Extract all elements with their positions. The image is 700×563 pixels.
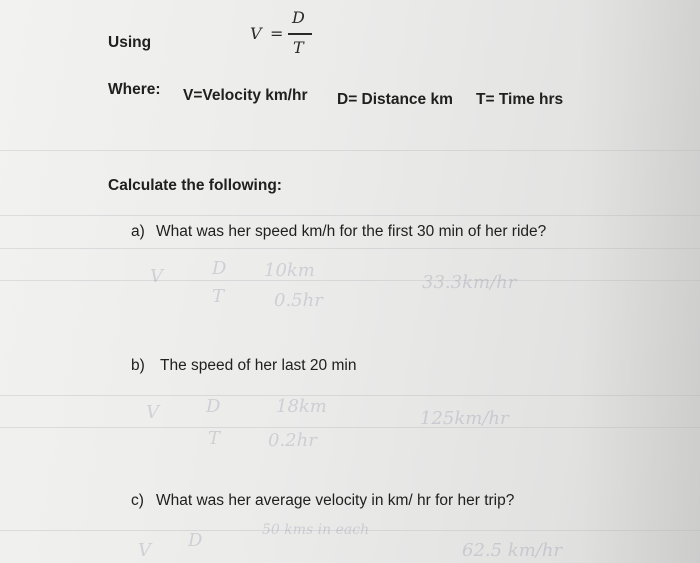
show-through-text: 0.5hr <box>274 290 323 311</box>
question-text: What was her average velocity in km/ hr for her trip? <box>156 492 515 509</box>
instruction-heading: Calculate the following: <box>108 177 282 194</box>
show-through-text: V <box>138 540 151 561</box>
show-through-text: 125km/hr <box>420 408 509 429</box>
question-label: a) <box>131 223 145 240</box>
page-rule <box>0 150 700 151</box>
page-rule <box>0 280 700 281</box>
velocity-formula <box>250 8 320 63</box>
show-through-text: V <box>150 266 163 287</box>
question-label: b) <box>131 357 145 374</box>
page-rule <box>0 395 700 396</box>
show-through-text: 18km <box>276 396 327 417</box>
fraction-bar <box>288 33 312 35</box>
show-through-text: 33.3km/hr <box>422 272 517 293</box>
show-through-text: 62.5 km/hr <box>462 540 563 561</box>
show-through-text: D <box>212 258 227 279</box>
show-through-text: 50 kms in each <box>262 522 370 538</box>
page-rule <box>0 215 700 216</box>
question-label: c) <box>131 492 144 509</box>
show-through-text: D <box>206 396 221 417</box>
show-through-text: 0.2hr <box>268 430 317 451</box>
show-through-text: 10km <box>264 260 315 281</box>
definitions-label: Where: <box>108 81 161 98</box>
show-through-text: T <box>208 428 221 449</box>
question-text: What was her speed km/h for the first 30 min of her ride? <box>156 223 547 240</box>
distance-definition: D= Distance km <box>337 91 453 108</box>
show-through-text: V <box>146 402 159 423</box>
formula-equals: = <box>270 24 284 43</box>
formula-denominator: T <box>293 38 304 57</box>
formula-intro: Using <box>108 34 152 51</box>
time-definition: T= Time hrs <box>476 91 564 108</box>
page-rule <box>0 427 700 428</box>
formula-velocity-symbol: V <box>250 24 262 43</box>
velocity-definition: V=Velocity km/hr <box>183 87 308 104</box>
formula-numerator: D <box>292 8 305 27</box>
page-shadow <box>580 0 700 563</box>
page-rule <box>0 248 700 249</box>
show-through-text: D <box>188 530 203 551</box>
show-through-text: T <box>212 286 225 307</box>
question-text: The speed of her last 20 min <box>160 357 357 374</box>
